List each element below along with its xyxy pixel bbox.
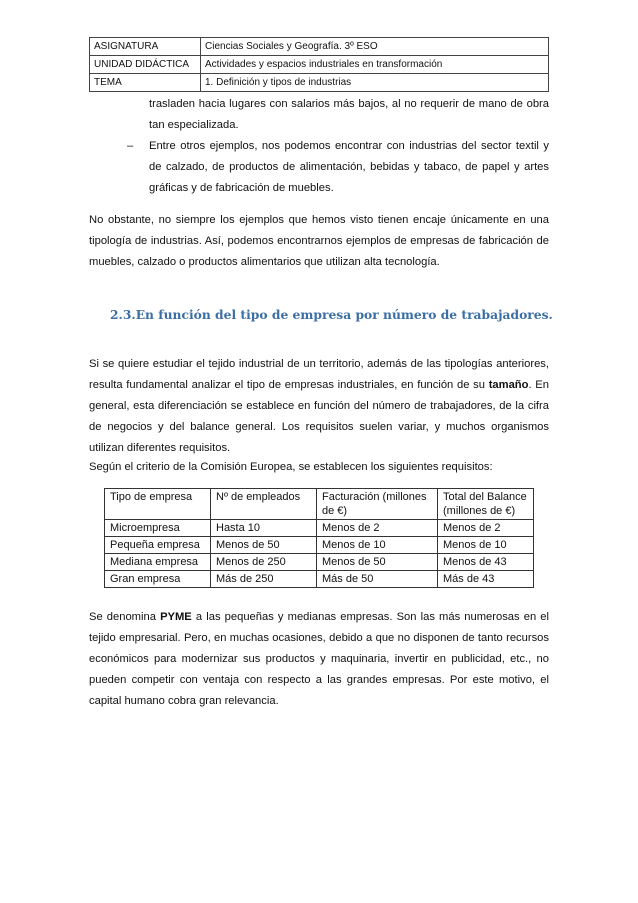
header-key: TEMA [90, 74, 201, 92]
paragraph-2-bold: tamaño [488, 379, 529, 391]
table-row [105, 520, 534, 537]
paragraph-4-text: Se denomina [89, 611, 161, 623]
table-header: Facturación (millones de €) [317, 489, 438, 520]
paragraph-4-text: a las pequeñas y medianas empresas. Son las más numerosas en el tejido empresarial. Pero, en muchas ocasiones, debido a que no disponen de tanto recursos económicos para modernizar sus productos y maquinaria, invertir en publicidad, etc., no pueden competir con ventaja con respecto a las grandes empresas. Por este motivo, el capital humano cobra gran relevancia. [89, 611, 549, 707]
table-header: Tipo de empresa [105, 489, 211, 520]
table-cell: Más de 250 [211, 571, 317, 588]
header-row [90, 74, 549, 92]
header-value: Ciencias Sociales y Geografía. 3º ESO [201, 38, 549, 56]
table-header: Total del Balance (millones de €) [438, 489, 534, 520]
table-cell: Menos de 250 [211, 554, 317, 571]
paragraph-2-text: Si se quiere estudiar el tejido industrial de un territorio, además de las tipologías anteriores, resulta fundamental analizar el tipo de empresas industriales, en función de su [89, 358, 549, 391]
table-cell: Más de 43 [438, 571, 534, 588]
table-cell: Menos de 2 [438, 520, 534, 537]
table-cell: Menos de 10 [438, 537, 534, 554]
header-value: Actividades y espacios industriales en transformación [201, 56, 549, 74]
table-cell: Menos de 50 [317, 554, 438, 571]
section-title: En función del tipo de empresa por número de trabajadores. [135, 307, 553, 322]
table-cell: Más de 50 [317, 571, 438, 588]
header-key: ASIGNATURA [90, 38, 201, 56]
paragraph-2-text: . En general, esta diferenciación se establece en función del número de trabajadores, de la cifra de negocios y del balance general. Los requisitos suelen variar, y muchos organismos utilizan diferentes requisitos. [89, 379, 549, 454]
header-value: 1. Definición y tipos de industrias [201, 74, 549, 92]
table-row [105, 537, 534, 554]
paragraph-4-bold: PYME [160, 611, 192, 623]
header-table [89, 37, 549, 92]
intro-continuation: trasladen hacia lugares con salarios más bajos, al no requerir de mano de obra tan especializada. [149, 98, 549, 131]
table-cell: Menos de 43 [438, 554, 534, 571]
bullet-dash: – [127, 140, 134, 152]
table-cell: Microempresa [105, 520, 211, 537]
table-cell: Menos de 2 [317, 520, 438, 537]
table-cell: Mediana empresa [105, 554, 211, 571]
table-header: Nº de empleados [211, 489, 317, 520]
header-key: UNIDAD DIDÁCTICA [90, 56, 201, 74]
table-cell: Menos de 50 [211, 537, 317, 554]
table-header-row [105, 489, 534, 520]
section-heading [110, 307, 553, 322]
table-cell: Pequeña empresa [105, 537, 211, 554]
table-cell: Menos de 10 [317, 537, 438, 554]
requirements-table [104, 488, 534, 588]
section-number: 2.3. [110, 307, 136, 322]
paragraph-3: Según el criterio de la Comisión Europea, se establecen los siguientes requisitos: [89, 461, 493, 473]
table-cell: Hasta 10 [211, 520, 317, 537]
header-row [90, 56, 549, 74]
table-row [105, 571, 534, 588]
intro-bullet: Entre otros ejemplos, nos podemos encontrar con industrias del sector textil y de calzado, de productos de alimentación, bebidas y tabaco, de papel y artes gráficas y de fabricación de muebles. [149, 140, 549, 194]
table-row [105, 554, 534, 571]
paragraph-4 [89, 607, 549, 712]
paragraph-1: No obstante, no siempre los ejemplos que hemos visto tienen encaje únicamente en una tipología de industrias. Así, podemos encontrarnos ejemplos de empresas de fabricación de muebles, calzado o productos alimentarios que utilizan alta tecnología. [89, 214, 549, 268]
paragraph-2 [89, 354, 549, 459]
header-row [90, 38, 549, 56]
table-cell: Gran empresa [105, 571, 211, 588]
